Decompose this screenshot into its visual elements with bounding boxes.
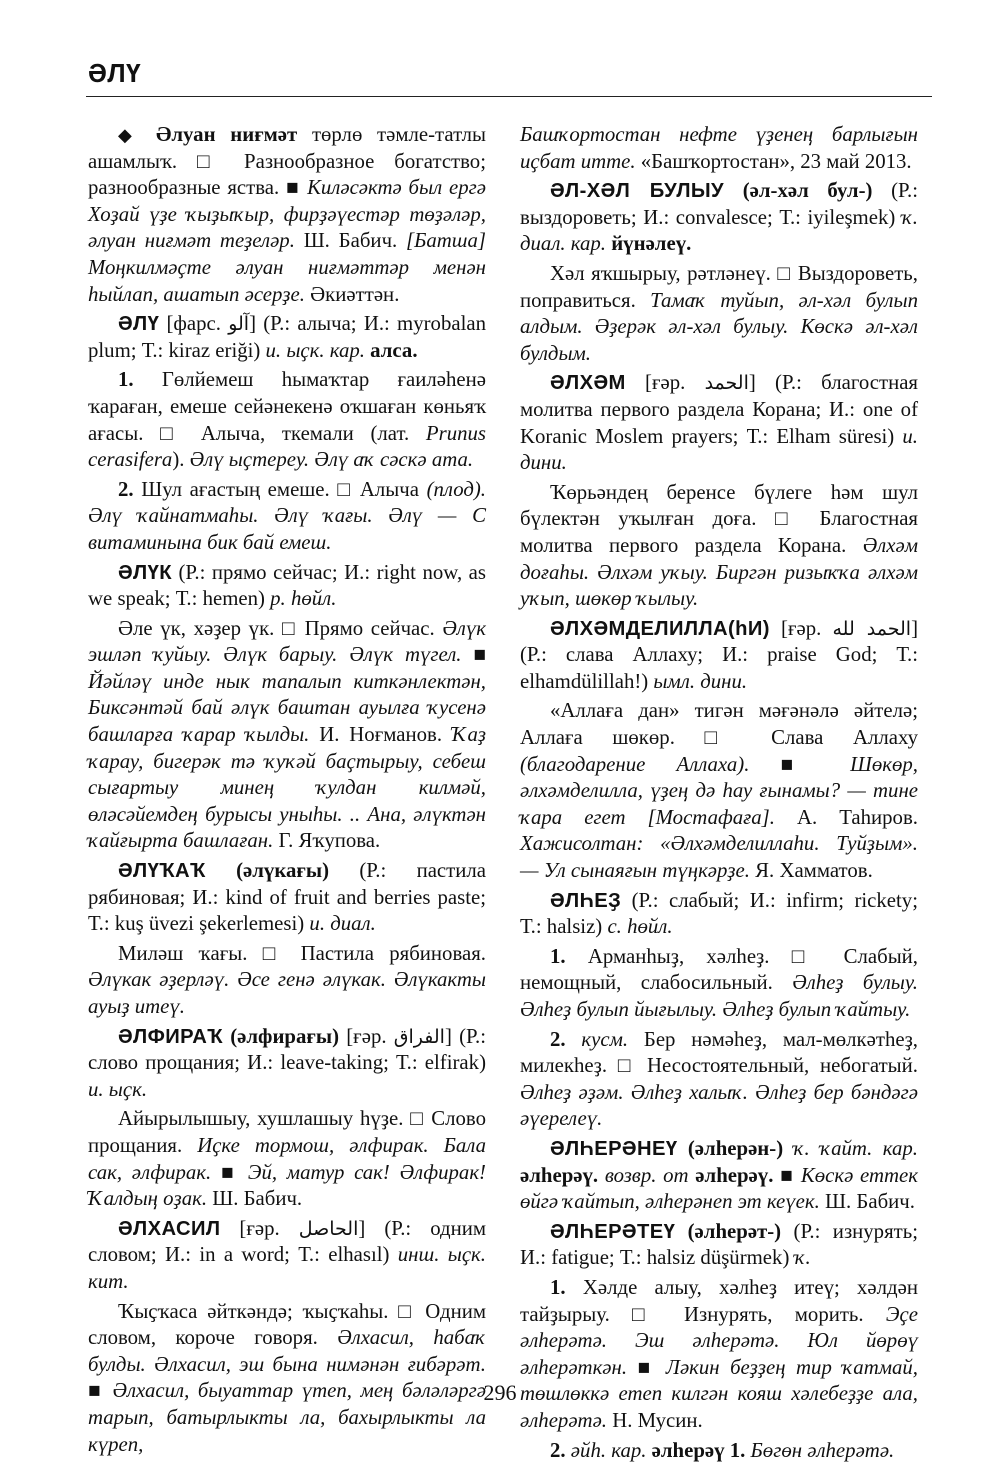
headword: ƏЛХӘМ: [550, 372, 626, 395]
sense-1: 1. Хәлде алыу, хәлһеҙ итеү; хәлдән тайҙырыу. □ Изнурять, морить. Эҫе әлһерәтә. Эш әлһерәтә. Юл йөрөү әлһерәткән. ■ Ләкин беҙҙең тир ҡатмай, төшлөккә етеп килгән кояш хәлебеҙҙе ала, әлһерәтә. Н. Мусин.: [520, 1275, 918, 1432]
diamond-icon: ◆: [118, 125, 142, 145]
headword: ƏЛҺЕРӘНЕҮ: [550, 1137, 678, 1160]
entry-alhamdelilla: ƏЛХӘМДЕЛИЛЛА(һИ) [ғәр. الحمد لله] (Р.: слава Аллаху; И.: praise God; Т.: elhamdülillah!) ымл. дини.: [520, 616, 918, 693]
entry-alukak: ƏЛҮҠАҠ (әлүкағы) (Р.: пастила рябиновая; И.: kind of fruit and berries paste; Т.: kuş üvezi şekerlemesi) и. диал.: [88, 859, 486, 936]
entry-aluan-nigmat: ◆ Əлуан ниғмәт төрлө тәмле-татлы ашамлыҡ. □ Разнообразное богатство; разнообразные яства. ■ Киләсәктә был ергә Хоҙай үҙе ҡыҙыҡыр, фирҙәүестәр төҙәләр, әлуан ниғмәт теҙеләр. Ш. Бабич. [Батша] Моңкилмәҫте әлуан ниғмәттәр менән һыйлап, ашатып әсерҙе. Әкиәттән.: [88, 123, 486, 306]
headword: ƏЛХАСИЛ: [118, 1217, 221, 1240]
headword: ƏЛ-ХӘЛ БУЛЫУ: [550, 180, 725, 203]
sense-2: 2. Шул ағастың емеше. □ Алыча (плод). Әлү ҡайнатмаһы. Әлү ҡағы. Әлү — С витаминына бик бай емеш.: [88, 477, 486, 554]
entry-alhasil-definition: Ҡыҫҡаса әйткәндә; ҡыҫҡаһы. □ Одним словом, короче говоря. Әлхасил, һабаҡ булды. Әлхасил, эш бына нимәнән ғибәрәт. ■ Әлхасил, быуаттар үтеп, мең бәләләргә тарып, батырлыкты ла, бахырлыкты ла күреп,: [88, 1299, 486, 1456]
entry-alheratеu: ƏЛҺЕРӘТЕҮ (әлһерәт-) (Р.: изнурять; И.: fatigue; Т.: halsiz düşürmek) ҡ.: [520, 1219, 918, 1270]
sense-2: 2. әйһ. кар. әлһерәү 1. Бөгөн әлһерәтә.: [550, 1438, 895, 1462]
entry-alhez: ƏЛҺЕҘ (Р.: слабый; И.: infirm; rickety; Т.: halsiz) с. һөйл.: [520, 888, 918, 939]
entry-alham: ƏЛХӘМ [ғәр. الحمد] (Р.: благостная молитва первого раздела Корана; И.: one of Koranic Moslem prayers; Т.: Elham süresi) и. дини.: [520, 371, 918, 475]
running-head: ƏЛҮ: [88, 58, 142, 88]
entry-alhasil: ƏЛХАСИЛ [ғәр. الحاصل] (Р.: одним словом; И.: in a word; Т.: elhasıl) инш. ыҫк. кит.: [88, 1216, 487, 1293]
entry-alfirak-definition: Айырылышыу, хушлашыу һүҙе. □ Слово прощания. Иҫке тормош, әлфирак. Бала сак, әлфирак. ■ Эй, матур сак! Әлфирак! Ҡалдың оҙак. Ш. Бабич.: [88, 1107, 486, 1211]
entry-alu: ƏЛҮ [фарс. آلو] (Р.: алыча; И.: myrobalan plum; Т.: kiraz eriği) и. ыҫк. кар. алса.: [88, 312, 486, 362]
entry-aluk: ƏЛҮК (Р.: прямо сейчас; И.: right now, as we speak; Т.: hemen) р. һөйл.: [88, 560, 486, 611]
entry-alham-definition: Ҡөрьәндең беренсе бүлеге һәм шул бүлектән уҡылған доға. □ Благостная молитва первого раздела Корана. Әлхәм доғаһы. Әлхәм уҡыу. Биргән ризыҡҡа әлхәм уҡып, шөкөр ҡылыу.: [520, 480, 918, 611]
entry-al-hal-bulyu: ƏЛ-ХӘЛ БУЛЫУ (әл-хәл бул-) (Р.: выздороветь; И.: convalesce; Т.: iyileşmek) ҡ. диал. кар. йүнәлеү.: [520, 179, 918, 256]
header-rule: [86, 96, 932, 97]
sense-2: 2. кусм. Бер нәмәһеҙ, мал-мөлкәтһеҙ, милекһеҙ. □ Несостоятельный, небогатый. Әлһеҙ әҙәм. Әлһеҙ халыҡ. Әлһеҙ бер бәндәгә әүерелеү.: [520, 1027, 918, 1131]
entry-alfirak: ƏЛФИРАҠ (әлфирағы) [ғәр. الفراق] (Р.: слово прощания; И.: leave-taking; Т.: elfirak) и. ыҫк.: [88, 1024, 487, 1101]
sense-1: 1. Гөлйемеш һымаҡтар ғаиләһенә ҡараған, емеше сейәнекенә оҡшаған көньяҡ ағасы. □ Алыча, ткемали (лат. Prunus cerasifera). Әлү ыҫтереу. Әлү аҡ сәскә ата.: [88, 368, 486, 472]
headword: ƏЛҮ: [118, 313, 160, 336]
entry-alhamdelilla-definition: «Аллаға дан» тигән мәғәнәлә әйтелә; Аллаға шөкөр. □ Слава Аллаху (благодарение Аллаха). ■ Шөкөр, әлхәмделилла, үҙең дә һау ғынамы? — тине ҡара егет [Мостафаға]. А. Таһиров. Хажисолтан: «Әлхәмделиллаһи. Туйҙым». — Ул сынаяғын түңкәрҙе. Я. Хамматов.: [520, 699, 918, 883]
headword: ƏЛХӘМДЕЛИЛЛА(һИ): [550, 617, 770, 640]
entry-aluk-definition: Әле үк, хәҙер үк. □ Прямо сейчас. Әлүк эшләп ҡуйыу. Әлүк барыу. Әлүк түгел. ■ Йәйләү инде нык тапалып киткәнлектән, Биксәнтәй бай әлүк баштан ауылға ҡусенә башларға ҡарар ҡылды. И. Ноғманов. Ҡаҙ ҡарау, бигерәк тә ҡуҡәй баҫтырыу, себеш сығартыу минең ҡулдан килмәй, өләсәйемдең бурысы уныһы. .. Ана, әлүктән ҡайғырта башлаған. Г. Яҡупова.: [88, 616, 486, 853]
headword: ƏЛФИРАҠ: [118, 1025, 223, 1048]
sense-1: 1. Арманһыҙ, хәлһеҙ. □ Слабый, немощный, слабосильный. Әлһеҙ булыу. Әлһеҙ булып йығылыу. Әлһеҙ булып ҡайтыу.: [520, 944, 918, 1021]
page-number: 296: [483, 1380, 517, 1405]
headword: ƏЛҺЕҘ: [550, 889, 622, 912]
left-column: [88, 122, 486, 1461]
continued-quote: Башҡортостан нефте үҙенең барлығын иҫбат итте. «Башҡортостан», 23 май 2013.: [520, 123, 918, 173]
entry-alukak-definition: Миләш ҡағы. □ Пастила рябиновая. Әлүкак әҙерләү. Әсе генә әлүкак. Әлүкакты ауыҙ итеү.: [88, 941, 486, 1018]
entry-alheraneu: ƏЛҺЕРӘНЕҮ (әлһерән-) ҡ. ҡайт. кар. әлһерәү. возвр. от әлһерәү. ■ Көскә еттек өйгә ҡайтып, әлһерәнеп эт кеүек. Ш. Бабич.: [520, 1136, 918, 1214]
headword: ƏЛҮК: [118, 561, 172, 584]
right-column: [520, 122, 918, 1467]
headword: ƏЛҺЕРӘТЕҮ: [550, 1220, 676, 1243]
entry-al-hal-definition: Хәл яҡшырыу, рәтләнеү. □ Выздороветь, поправиться. Тамаҡ туйып, әл-хәл булып алдым. Әҙерәк әл-хәл булыу. Көскә әл-хәл булдым.: [520, 261, 918, 365]
headword: ƏЛҮҠАҠ: [118, 860, 206, 883]
